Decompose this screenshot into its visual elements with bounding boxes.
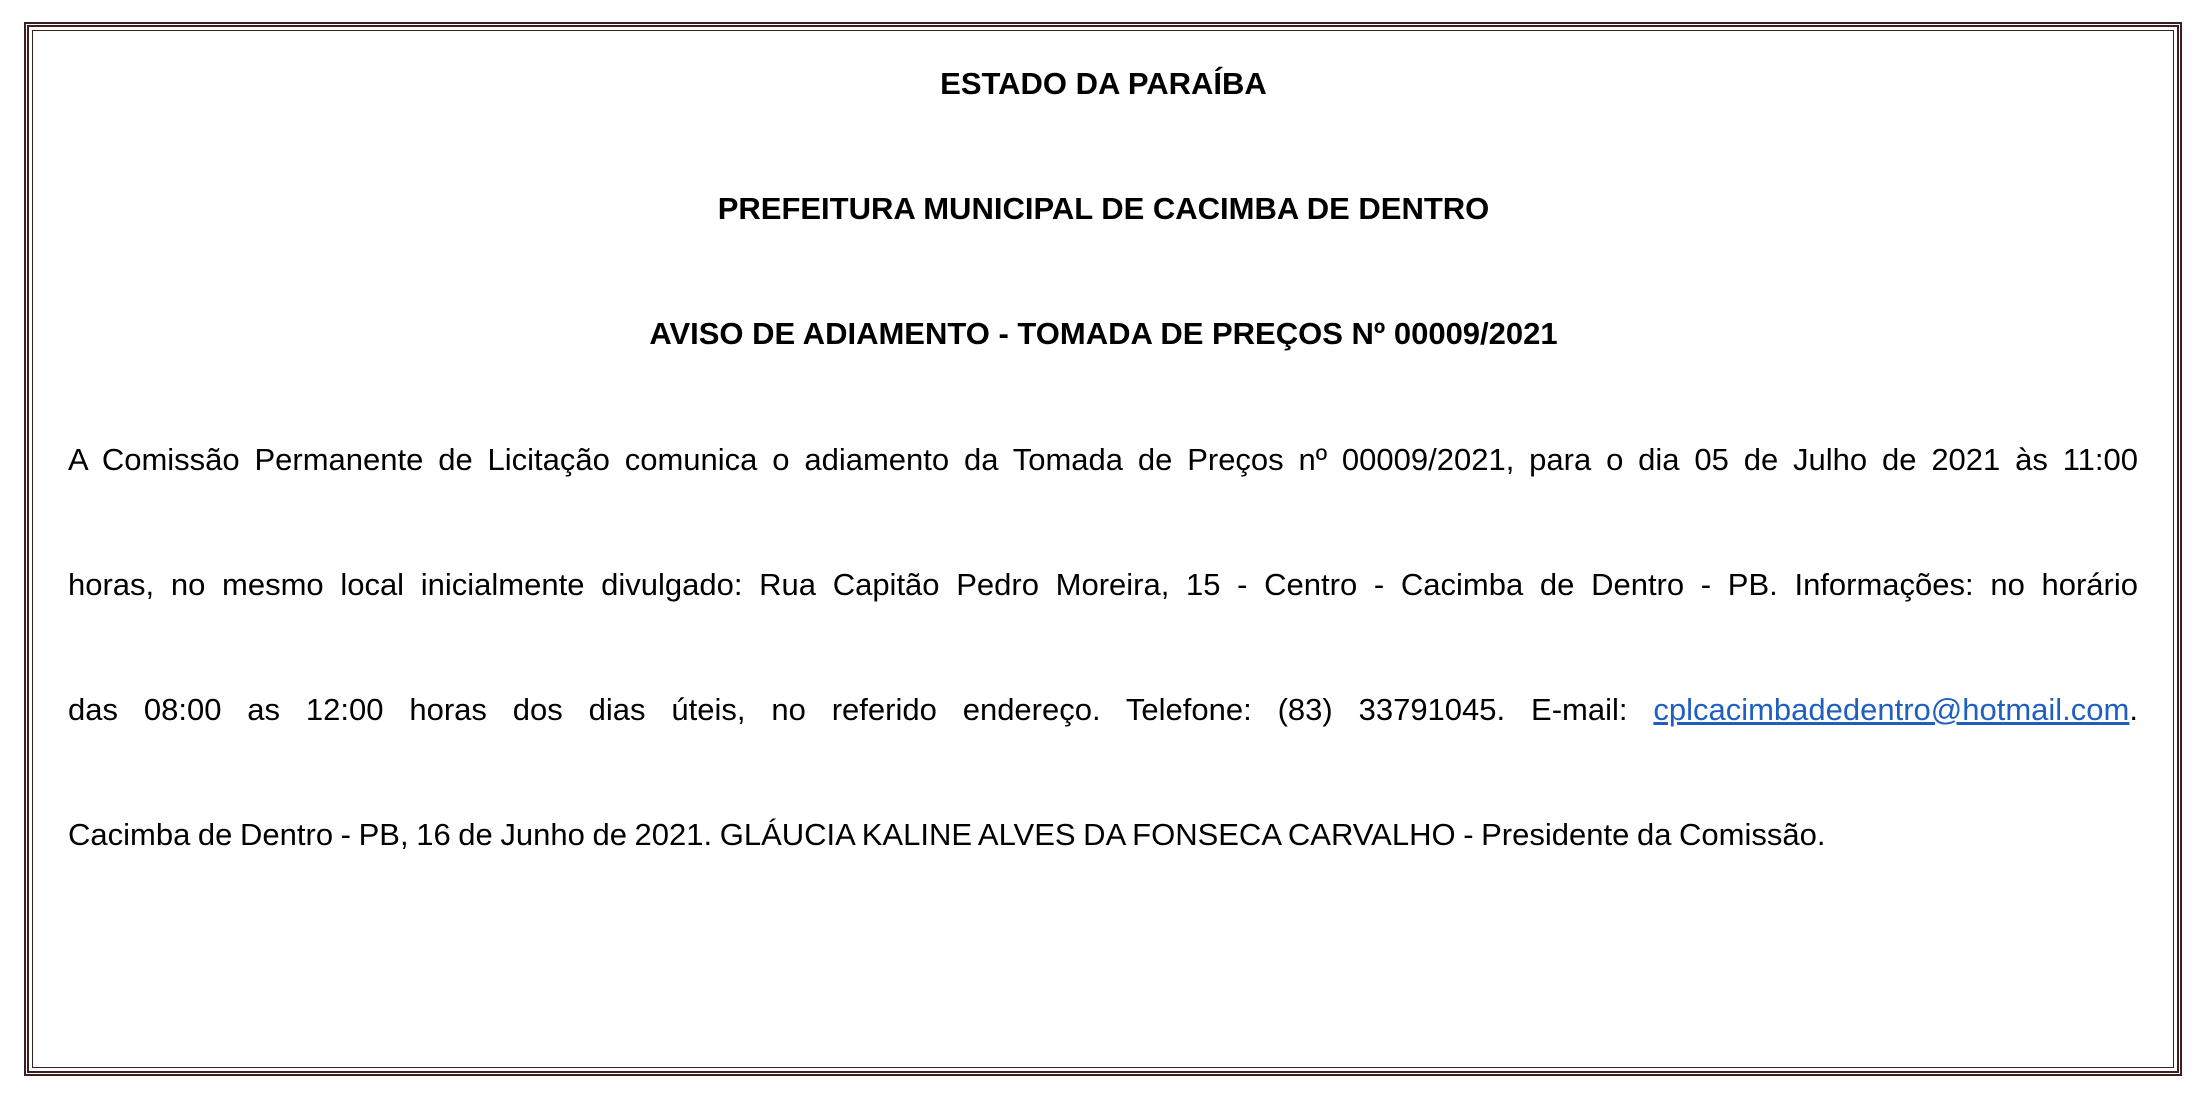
body-line-3 bbox=[68, 690, 2138, 730]
body-line-2: horas, no mesmo local inicialmente divulgado: Rua Capitão Pedro Moreira, 15 - Centro - Cacimba de Dentro - PB. Informações: no horário bbox=[68, 567, 2138, 602]
heading-aviso: AVISO DE ADIAMENTO - TOMADA DE PREÇOS Nº 00009/2021 bbox=[649, 316, 1558, 351]
body-line-3-end: . bbox=[2129, 692, 2138, 727]
document-border bbox=[24, 22, 2182, 1076]
email-link[interactable]: cplcacimbadedentro@hotmail.com bbox=[1653, 692, 2130, 727]
body-line-1: A Comissão Permanente de Licitação comunica o adiamento da Tomada de Preços nº 00009/2021, para o dia 05 de Julho de 2021 às 11:00 bbox=[68, 442, 2138, 477]
body-line-3-text: das 08:00 as 12:00 horas dos dias úteis, no referido endereço. Telefone: (83) 33791045. E-mail: bbox=[68, 692, 1654, 727]
body-line-4: Cacimba de Dentro - PB, 16 de Junho de 2021. GLÁUCIA KALINE ALVES DA FONSECA CARVALHO - Presidente da Comissão. bbox=[68, 817, 1826, 852]
heading-prefeitura: PREFEITURA MUNICIPAL DE CACIMBA DE DENTRO bbox=[717, 191, 1490, 226]
heading-state: ESTADO DA PARAÍBA bbox=[940, 66, 1267, 101]
